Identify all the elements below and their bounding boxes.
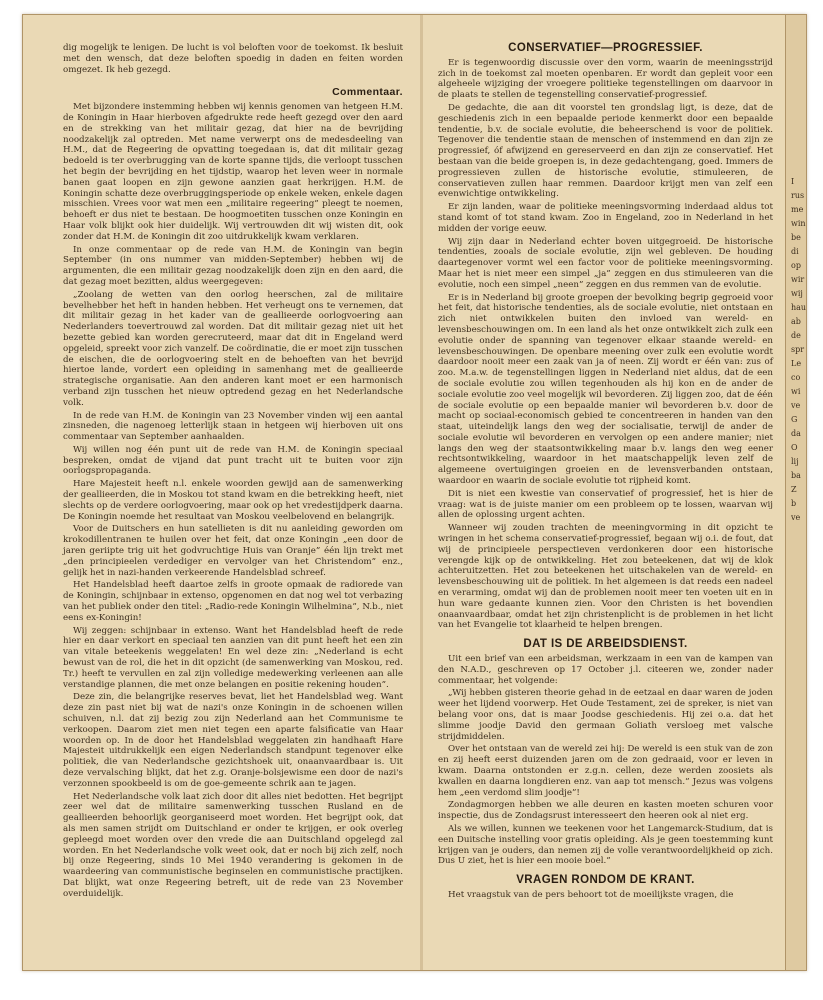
margin-fragment: me	[791, 205, 804, 214]
margin-fragment: Z	[791, 485, 797, 494]
right-paragraph: Er is tegenwoordig discussie over den vorm, waarin de meeningsstrijd zich in de toekomst zal moeten openbaren. Er wordt dan gepleit voor een algeheele wijziging der vroegere politieke tegenstellingen om daarvoor in de plaats te stellen de tegenstelling conservatief-progressief.	[438, 57, 773, 101]
margin-fragment: hau	[791, 303, 807, 312]
right-paragraph: Er zijn landen, waar de politieke meeningsvorming inderdaad aldus tot stand komt of tot stand kwam. Zoo in Engeland, zoo in Nederland in het midden der vorige eeuw.	[438, 202, 773, 234]
left-paragraph: In de rede van H.M. de Koningin van 23 November vinden wij een aantal zinsneden, die nagenoeg letterlijk staan in hetgeen wij hierboven uit ons commentaar van September aanhaalden.	[63, 410, 403, 443]
left-paragraph: „Zoolang de wetten van den oorlog heerschen, zal de militaire bevelhebber het heft in handen hebben. Het verheugt ons te vernemen, dat dit militair gezag in het kader van de geallieerde oorlogvoering aan Nederlanders toevertrouwd zal worden. Dat dit militair gezag niet uit het bezette gebied kan worden gerecruteerd, maar dat dit in Engeland werd opgeleid, spreekt voor zich vanzelf. De coördinatie, die er moet zijn tusschen de eischen, die de oorlogvoering stelt en de behoeften van het bevrijd hiertoe lande, vordert een opleiding in samenhang met de geallieerde strategische organisatie. Aan den anderen kant moet er een harmonisch verband zijn tusschen het nieuw optredend gezag en het Nederlandsche volk.	[63, 289, 403, 408]
left-paragraph: Hare Majesteit heeft n.l. enkele woorden gewijd aan de samenwerking der geallieerden, die in Moskou tot stand kwam en die betrekking heeft, niet slechts op de verdere oorlogvoering, maar ook op het vredestijdperk daarna. De Koningin noemde het resultaat van Moskou veelbelovend en belangrijk.	[63, 479, 403, 522]
margin-fragment: co	[791, 373, 801, 382]
left-paragraph: Deze zin, die belangrijke reserves bevat, liet het Handelsblad weg. Want deze zin past niet bij wat de nazi's onze Koningin in de schoenen willen schuiven, n.l. dat zij bezig zou zijn Nederland aan het Communisme te verkoopen. Daarom ziet men niet tegen een aparte falsificatie van Haar woorden op. In de door het Handelsblad weggelaten zin handhaaft Hare Majesteit uitdrukkelijk een eigen Nederlandsch standpunt tegenover elke politiek, die van Nederlandsche gezichtshoek uit, onaanvaardbaar is. Uit deze vervalsching blijkt, dat het z.g. Oranje-bolsjewisme een door de nazi's verzonnen spookbeeld is om de goe-gemeente schrik aan te jagen.	[63, 692, 403, 789]
margin-fragment: de	[791, 331, 801, 340]
left-paragraph: Het Handelsblad heeft daartoe zelfs in groote opmaak de radiorede van de Koningin, schijnbaar in extenso, opgenomen en dat nog wel tot verbazing van het publiek onder den titel: „Radio-rede Koningin Wilhelmina”, N.b., niet eens ex-Koningin!	[63, 580, 403, 623]
right-paragraph: Wanneer wij zouden trachten de meeningvorming in dit opzicht te wringen in het schema conservatief-progressief, begaan wij o.i. de fout, dat wij de principieele perspectieven verdonkeren door een historische verengde kijk op de ontwikkeling. Het zou beteekenen, dat wij de klok achteruitzetten. Het zou beteekenen het uitschakelen van de wereld- en levensbeschouwing uit de politiek. In het algemeen is dat reeds een nadeel en verarming, omdat wij dan de problemen nooit meer ten voeten uit en in hun ware gedaante kunnen zien. Voor den Christen is het bovendien onaanvaardbaar, omdat het zijn christenplicht is de problemen in het licht van het Evangelie tot klaarheid te helpen brengen.	[438, 523, 773, 631]
margin-fragment: da	[791, 429, 801, 438]
margin-fragment: lij	[791, 457, 799, 466]
margin-fragment: O	[791, 443, 798, 452]
margin-fragment: Le	[791, 359, 802, 368]
margin-fragment: ba	[791, 471, 801, 480]
right-column	[438, 43, 773, 903]
right-paragraph: Zondagmorgen hebben we alle deuren en kasten moeten schuren voor inspectie, dus de Zondagsrust interesseert den heeren ook al niet erg.	[438, 800, 773, 822]
conservatief-heading: CONSERVATIEF—PROGRESSIEF.	[508, 42, 703, 54]
margin-fragment: G	[791, 415, 798, 424]
margin-fragment: rus	[791, 191, 805, 200]
margin-fragment: ve	[791, 513, 801, 522]
left-column	[63, 43, 403, 902]
margin-fragment: win	[791, 219, 806, 228]
right-paragraph: Wij zijn daar in Nederland echter boven uitgegroeid. De historische tendenties, zooals de sociale evolutie, zijn wel gebleven. De houding daartegenover vormt wel een factor voor de politieke meeningsvorming. Maar het is niet meer een simpel „ja” zeggen en dus stimuleeren van die evolutie, noch een simpel „neen” zeggen en dus remmen van de evolutie.	[438, 236, 773, 290]
right-paragraph: Uit een brief van een arbeidsman, werkzaam in een van de kampen van den N.A.D., geschreven op 17 October j.l. citeeren we, zonder nader commentaar, het volgende:	[438, 654, 773, 686]
newspaper-page	[22, 14, 807, 971]
arbeidsdienst-heading: DAT IS DE ARBEIDSDIENST.	[523, 638, 688, 651]
margin-fragment: I	[791, 177, 795, 186]
page-fold	[420, 15, 423, 970]
margin-fragment: b	[791, 499, 797, 508]
margin-fragment: di	[791, 247, 799, 256]
right-paragraph: De gedachte, die aan dit voorstel ten grondslag ligt, is deze, dat de geschiedenis zich in een bepaalde periode kenmerkt door een bepaalde tendentie, b.v. de sociale evolutie, die beheerschend is voor de politiek. Tegenover die tendentie staan de menschen of instemmend en dan zijn ze progressief, óf afwijzend en gereserveerd en dan zijn ze conservatief. Het bestaan van die beide groepen is, in deze gedachtengang, goed. Immers de progressieven zullen de historische evolutie, stimuleeren, de conservatieven zullen haar remmen. Daardoor krijgt men van zelf een evenwichtige ontwikkeling.	[438, 102, 773, 200]
closing-paragraph: Het vraagstuk van de pers behoort tot de moeilijkste vragen, die	[448, 889, 734, 900]
right-paragraph: Er is in Nederland bij groote groepen der bevolking begrip gegroeid voor het feit, dat historische tendenties, als de sociale evolutie, niet ontstaan en zich niet ontwikkelen buiten den invloed van wereld- en levensbeschouwingen om. In een land als het onze ontwikkelt zich zulk een evolutie onder de spanning van tegenover elkaar staande wereld- en levensbeschouwingen. De openbare meening over zulk een evolutie wordt daardoor nooit meer een zaak van ja of neen. Zij wordt er één van: zus of zoo. M.a.w. de tegenstellingen liggen in Nederland niet aldus, dat de een de sociale evolutie zou willen tegenhouden als hij kon en de ander de sociale evolutie zoo veel mogelijk wil bevorderen. Zij liggen zoo, dat de één de sociale evolutie op een bepaalde manier wil bevorderen b.v. door de macht op sociaal-economisch gebied te concentreeren in handen van den staat, uiteindelijk langs den weg der socialisatie, terwijl de ander de sociale evolutie wil bevorderen en vervolgen op een andere manier; niet langs den weg der staatsontwikkeling maar b.v. langs den weg eener rechtsontwikkeling, waardoor in het maatschappelijk leven zelf de algemeene overtuigingen groeien en de levensverbanden ontstaan, waardoor en waarin de sociale evolutie tot rijpheid komt.	[438, 292, 773, 487]
left-paragraph: Voor de Duitschers en hun satellieten is dit nu aanleiding geworden om krokodillentranen te huilen over het feit, dat onze Koningin „een door de jaren geriipte trig uit het godvruchtige Huis van Oranje” één lijn trekt met „den principieelen verdediger en vervolger van het Christendom” enz., gelijk het in nazi-handen verkeerende Handelsblad schreef.	[63, 524, 403, 578]
commentaar-heading: Commentaar.	[332, 86, 403, 99]
left-paragraph: Wij willen nog één punt uit de rede van H.M. de Koningin speciaal bespreken, omdat de vijand dat punt tracht uit te buiten voor zijn oorlogspropaganda.	[63, 444, 403, 477]
adjacent-page-text	[791, 175, 805, 525]
left-paragraph: Het Nederlandsche volk laat zich door dit alles niet bedotten. Het begrijpt zeer wel dat de militaire samenwerking tusschen Rusland en de geallieerden behoorlijk georganiseerd moet worden. Het begrijpt ook, dat als men samen strijdt om Duitschland er onder te krijgen, er ook overleg gepleegd moet worden over den vrede die aan Duitschland opgelegd zal worden. En het Nederlandsche volk weet ook, dat er noch bij zich zelf, noch bij onze Regeering, sinds 10 Mei 1940 verandering is gekomen in de waardeering van communistische beginselen en communistische practijken. Dat blijkt, wat onze Regeering betreft, uit de rede van 23 November overduidelijk.	[63, 791, 403, 899]
margin-fragment: ab	[791, 317, 801, 326]
krant-heading: VRAGEN RONDOM DE KRANT.	[516, 874, 695, 887]
margin-fragment: wi	[791, 387, 801, 396]
right-paragraph: Dit is niet een kwestie van conservatief of progressief, het is hier de vraag: wat is de juiste manier om een probleem op te lossen, waarvan wij allen de oplossing urgent achten.	[438, 488, 773, 521]
right-paragraph: Als we willen, kunnen we teekenen voor het Langemarck-Studium, dat is een Duitsche instelling voor gratis opleiding. Als je geen toestemming kunt krijgen van je ouders, dan nemen zij de volle verantwoordelijkheid op zich. Dus U ziet, het is hier een mooie boel.”	[438, 823, 773, 867]
margin-fragment: ve	[791, 401, 801, 410]
right-paragraph: Over het ontstaan van de wereld zei hij: De wereld is een stuk van de zon en zij heeft eerst duizenden jaren om de zon gedraaid, voor er leven in kwam. Daarna ontstonden er z.g.n. cellen, deze werden zoosiets als kwallen en daarna longdieren enz. van aap tot mensch.” Jezus was volgens hem „een verdomd slim joodje”!	[438, 744, 773, 798]
margin-fragment: wir	[791, 275, 805, 284]
right-paragraph: „Wij hebben gisteren theorie gehad in de eetzaal en daar waren de joden weer het lijdend voorwerp. Het Oude Testament, zei de spreker, is niet van belang voor ons, dat is maar Joodse geschiedenis. Hij zei o.a. dat het slimme joodje David den germaan Goliath versloeg met valsche strijdmiddelen.	[438, 688, 773, 742]
margin-fragment: op	[791, 261, 801, 270]
margin-fragment: be	[791, 233, 801, 242]
left-paragraph: In onze commentaar op de rede van H.M. de Koningin van begin September (in ons nummer van midden-September) hebben wij de argumenten, die een militair gezag noodzakelijk doen zijn en den aard, die dat gezag moet bezitten, aldus weergegeven:	[63, 244, 403, 287]
left-paragraph: Wij zeggen: schijnbaar in extenso. Want het Handelsblad heeft de rede hier en daar verkort en speciaal ten aanzien van dit punt heeft het een zin van vitale beteekenis weggelaten! En wel deze zin: „Nederland is echt bewust van de rol, die het in dit opzicht (de samenwerking van Moskou, red. Tr.) heeft te vervullen en zal zijn volledige medewerking verleenen aan alle verstandige plannen, die met onze belangen en positie rekening houden”.	[63, 625, 403, 690]
intro-paragraph: dig mogelijk te lenigen. De lucht is vol beloften voor de toekomst. Ik besluit met den wensch, dat deze beloften spoedig in daden en feiten worden omgezet. Ik heb gezegd.	[63, 43, 403, 75]
margin-fragment: spr	[791, 345, 805, 354]
margin-fragment: wij	[791, 289, 803, 298]
left-paragraph: Met bijzondere instemming hebben wij kennis genomen van hetgeen H.M. de Koningin in Haar hierboven afgedrukte rede heeft gezegd over den aard en de strekking van het militair gezag, dat hier na de bevrijding noodzakelijk zal optreden. Met name verwerpt ons de medesdeeling van H.M., dat de Regeering de opvatting toegedaan is, dat dit militair gezag bedoeld is ter overbrugging van de korte spanne tijds, die verloopt tusschen het begin der bevrijding en het tijdstip, waarop het leven weer in normale banen gaat loopen en zijn gewone aanzien gaat herkrijgen. H.M. de Koningin schatte deze overbruggingsperiode op enkele weken, enkele dagen misschien. Vrees voor wat men een „militaire regeering” pleegt te noemen, behoeft er dus niet te bestaan. De hoogmoetiten tusschen onze Koningin en Haar volk blijkt ook hier duidelijk. Wij vertrouwden dit wij wisten dit, ook zonder dat H.M. de Koningin dit zoo uitdrukkelijk kwam verklaren.	[63, 102, 403, 242]
